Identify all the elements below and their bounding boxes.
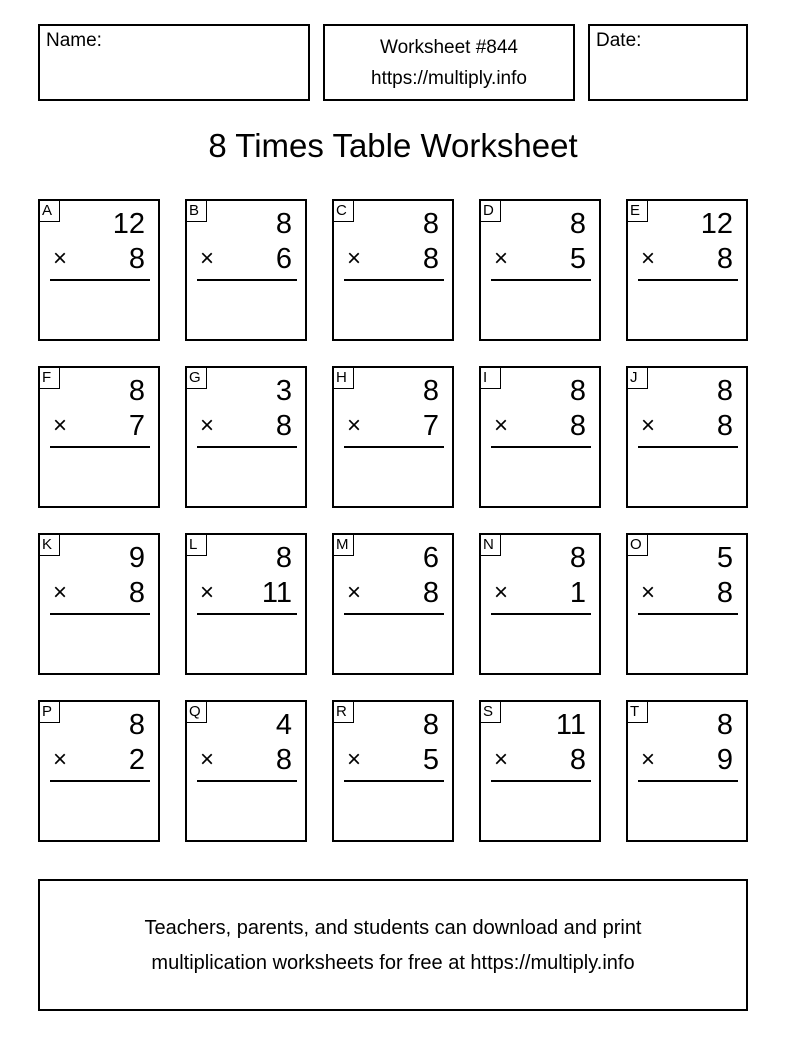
multiplier: 7 (422, 410, 439, 442)
multiplicand: 6 (422, 542, 439, 574)
footer-box (38, 879, 748, 1011)
answer-line (344, 446, 444, 448)
footer-line-2: multiplication worksheets for free at https://multiply.info (151, 952, 635, 974)
times-sign: × (200, 579, 215, 606)
multiplicand: 8 (128, 709, 145, 741)
answer-line (197, 446, 297, 448)
multiplier: 5 (569, 243, 586, 275)
multiplicand: 12 (112, 208, 145, 240)
answer-line (638, 780, 738, 782)
answer-line (50, 780, 150, 782)
multiplicand: 8 (422, 208, 439, 240)
problem-label: Q (187, 702, 207, 723)
problem-card (626, 700, 748, 842)
answer-line (50, 279, 150, 281)
problem-label: P (40, 702, 60, 723)
multiplicand: 8 (275, 208, 292, 240)
problem-card (185, 533, 307, 675)
multiplier: 8 (569, 410, 586, 442)
problem-label: S (481, 702, 501, 723)
times-sign: × (347, 245, 362, 272)
times-sign: × (641, 579, 656, 606)
multiplicand: 12 (700, 208, 733, 240)
problem-card (38, 366, 160, 508)
multiplicand: 8 (422, 375, 439, 407)
worksheet-url: https://multiply.info (371, 68, 527, 89)
answer-line (50, 613, 150, 615)
multiplier: 8 (716, 243, 733, 275)
problem-label: M (334, 535, 354, 556)
multiplier: 7 (128, 410, 145, 442)
answer-line (491, 279, 591, 281)
times-sign: × (347, 746, 362, 773)
problem-card (332, 700, 454, 842)
problem-label: J (628, 368, 648, 389)
multiplicand: 8 (716, 375, 733, 407)
multiplicand: 11 (555, 709, 586, 741)
problem-card (479, 366, 601, 508)
multiplicand: 8 (716, 709, 733, 741)
multiplier: 8 (716, 410, 733, 442)
multiplicand: 4 (275, 709, 292, 741)
multiplicand: 8 (128, 375, 145, 407)
problem-card (332, 366, 454, 508)
date-box (588, 24, 748, 101)
problem-label: O (628, 535, 648, 556)
problem-label: B (187, 201, 207, 222)
problem-label: A (40, 201, 60, 222)
times-sign: × (53, 245, 68, 272)
problem-label: G (187, 368, 207, 389)
problem-card (332, 199, 454, 341)
multiplier: 9 (716, 744, 733, 776)
answer-line (344, 780, 444, 782)
times-sign: × (53, 746, 68, 773)
problem-card (185, 199, 307, 341)
problem-card (479, 533, 601, 675)
name-label: Name: (46, 30, 102, 51)
answer-line (491, 446, 591, 448)
name-box (38, 24, 310, 101)
times-sign: × (200, 412, 215, 439)
times-sign: × (494, 245, 509, 272)
answer-line (197, 780, 297, 782)
footer-line-1: Teachers, parents, and students can download and print (144, 917, 642, 939)
times-sign: × (53, 579, 68, 606)
answer-line (638, 613, 738, 615)
answer-line (638, 446, 738, 448)
problem-label: T (628, 702, 648, 723)
multiplicand: 9 (128, 542, 145, 574)
times-sign: × (641, 746, 656, 773)
multiplicand: 8 (569, 375, 586, 407)
answer-line (197, 279, 297, 281)
problem-card (626, 533, 748, 675)
multiplier: 8 (716, 577, 733, 609)
multiplicand: 8 (275, 542, 292, 574)
multiplier: 2 (128, 744, 145, 776)
problem-card (38, 199, 160, 341)
multiplicand: 8 (422, 709, 439, 741)
multiplier: 8 (569, 744, 586, 776)
problem-card (185, 366, 307, 508)
problem-card (479, 700, 601, 842)
multiplier: 5 (422, 744, 439, 776)
times-sign: × (494, 412, 509, 439)
answer-line (638, 279, 738, 281)
problem-label: C (334, 201, 354, 222)
times-sign: × (347, 579, 362, 606)
multiplicand: 5 (716, 542, 733, 574)
problem-card (479, 199, 601, 341)
answer-line (344, 613, 444, 615)
answer-line (50, 446, 150, 448)
multiplicand: 8 (569, 208, 586, 240)
problem-label: R (334, 702, 354, 723)
times-sign: × (641, 412, 656, 439)
problem-card (38, 700, 160, 842)
multiplier: 8 (128, 577, 145, 609)
answer-line (491, 613, 591, 615)
multiplier: 8 (128, 243, 145, 275)
multiplier: 8 (422, 243, 439, 275)
problem-label: D (481, 201, 501, 222)
times-sign: × (641, 245, 656, 272)
times-sign: × (200, 746, 215, 773)
date-label: Date: (596, 30, 642, 51)
multiplier: 8 (275, 410, 292, 442)
problem-card (185, 700, 307, 842)
answer-line (197, 613, 297, 615)
multiplier: 6 (275, 243, 292, 275)
problem-label: I (481, 368, 501, 389)
problem-card (38, 533, 160, 675)
worksheet-info-box (323, 24, 575, 101)
problem-label: H (334, 368, 354, 389)
problem-label: L (187, 535, 207, 556)
problem-card (626, 366, 748, 508)
worksheet-title: 8 Times Table Worksheet (208, 127, 578, 164)
times-sign: × (347, 412, 362, 439)
answer-line (491, 780, 591, 782)
times-sign: × (53, 412, 68, 439)
problem-label: E (628, 201, 648, 222)
multiplier: 8 (275, 744, 292, 776)
worksheet-number: Worksheet #844 (379, 37, 518, 58)
problem-card (332, 533, 454, 675)
times-sign: × (200, 245, 215, 272)
times-sign: × (494, 746, 509, 773)
problem-label: K (40, 535, 60, 556)
multiplicand: 3 (275, 375, 292, 407)
times-sign: × (494, 579, 509, 606)
answer-line (344, 279, 444, 281)
problem-card (626, 199, 748, 341)
multiplier: 8 (422, 577, 439, 609)
multiplier: 1 (569, 577, 586, 609)
problem-label: N (481, 535, 501, 556)
problem-label: F (40, 368, 60, 389)
multiplicand: 8 (569, 542, 586, 574)
multiplier: 11 (261, 577, 292, 609)
